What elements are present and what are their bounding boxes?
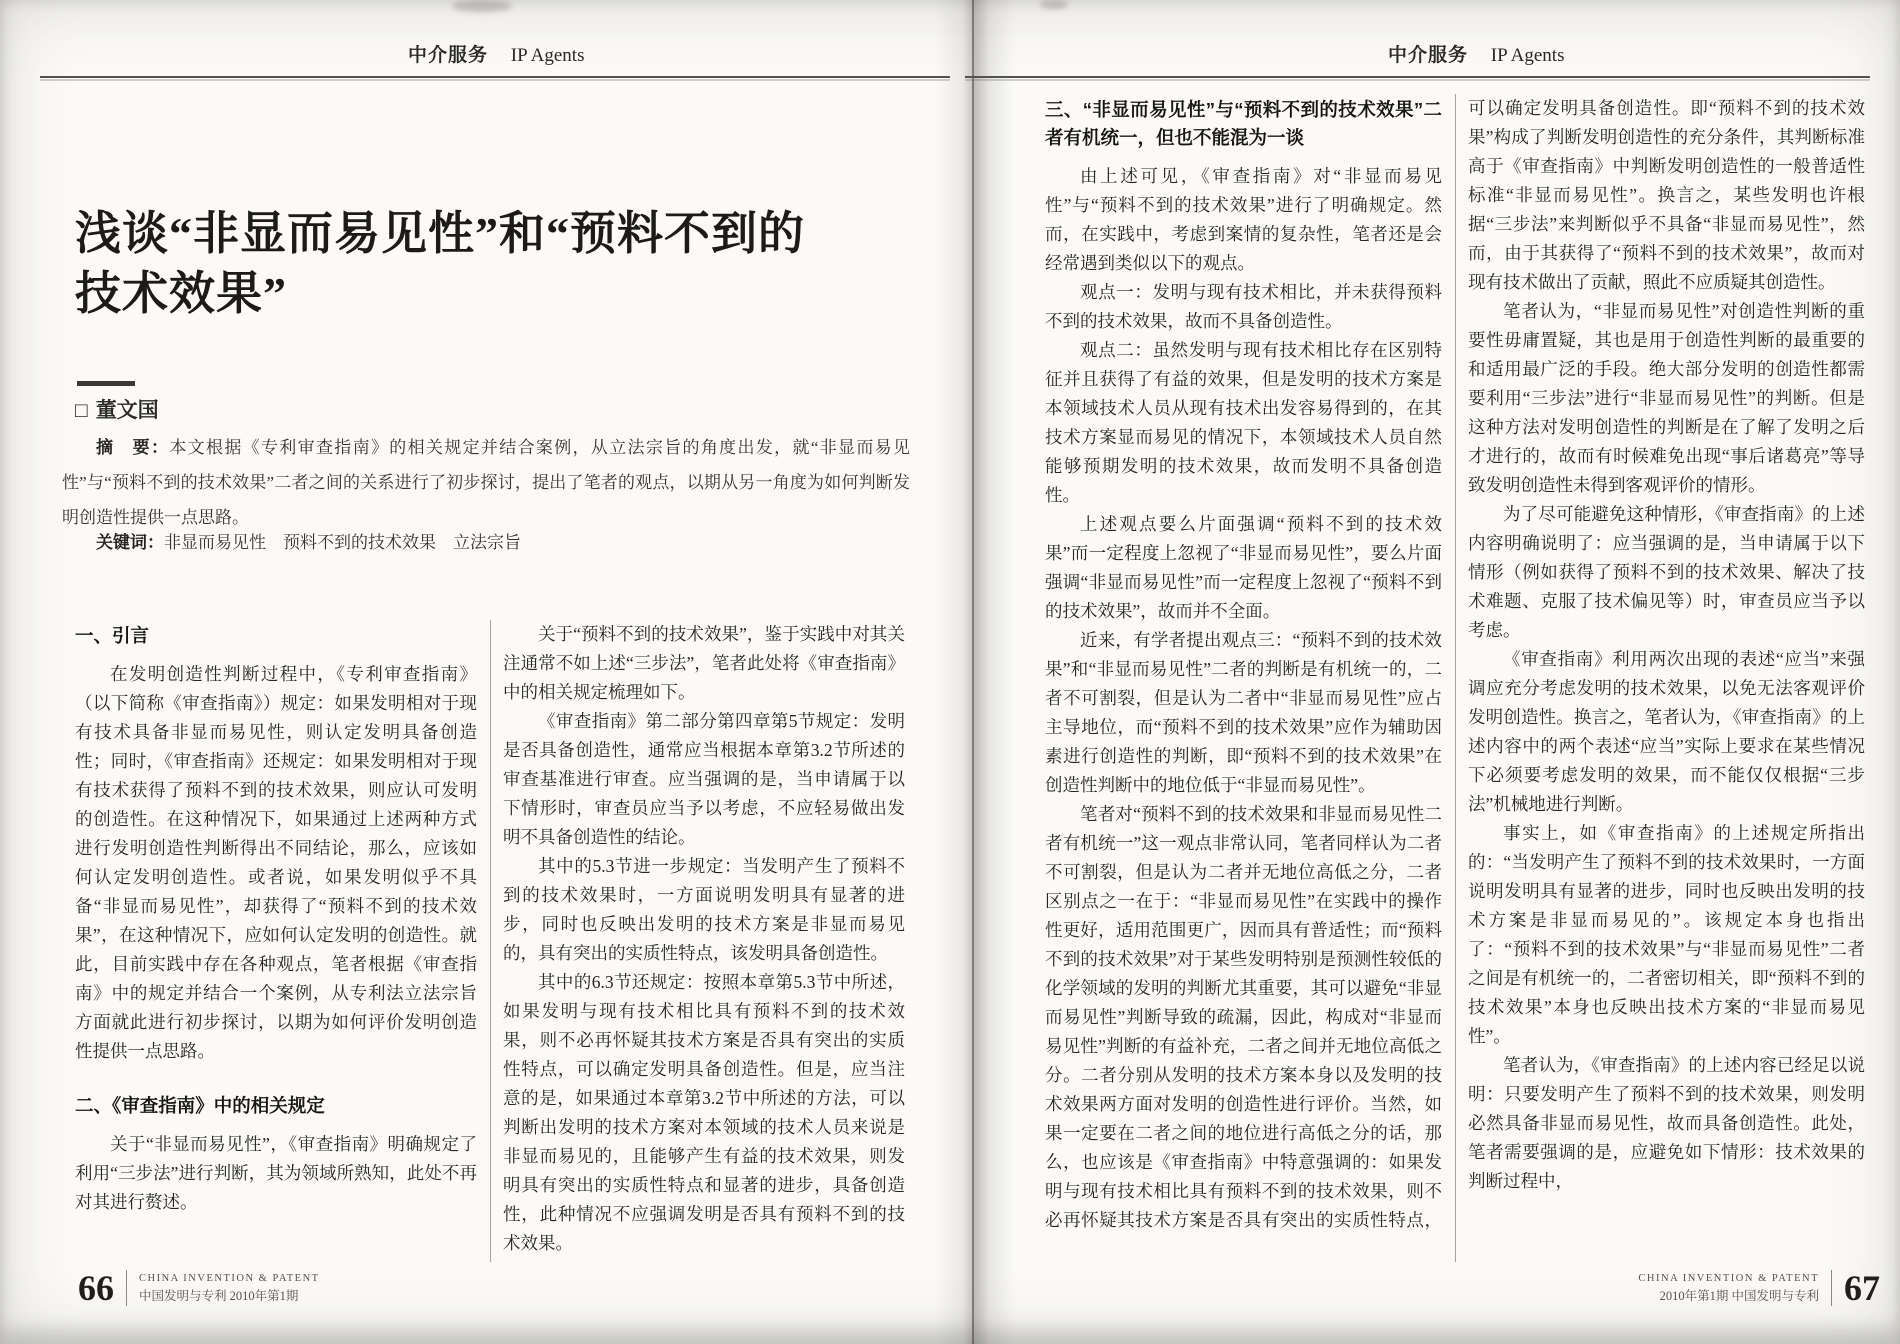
paragraph: 在发明创造性判断过程中，《专利审查指南》（以下简称《审查指南》）规定：如果发明相对于现有技术具备非显而易见性，则认定发明具备创造性；同时，《审查指南》还规定：如果发明相对于现有技术获得了预料不到的技术效果，则应认可发明的创造性。在这种情况下，如果通过上述两种方式进行发明创造性判断得出不同结论，那么，应该如何认定发明创造性。或者说，如果发明似乎不具备“非显而易见性”，却获得了“预料不到的技术效果”，在这种情况下，应如何认定发明的创造性。就此，目前实践中存在各种观点，笔者根据《审查指南》中的规定并结合一个案例，从专利法立法宗旨方面就此进行初步探讨，以期为如何评价发明创造性提供一点思路。 bbox=[75, 664, 477, 1061]
header-section-en: IP Agents bbox=[510, 45, 585, 66]
footer-left bbox=[78, 1268, 320, 1308]
journal-name-cn-issue: 中国发明与专利 2010年第1期 bbox=[139, 1288, 299, 1303]
footer-right bbox=[1520, 1268, 1880, 1308]
author-name: 董文国 bbox=[95, 399, 159, 422]
right-page-body-columns bbox=[1045, 94, 1865, 1262]
paragraph: 近来，有学者提出观点三：“预料不到的技术效果”和“非显而易见性”二者的判断是有机统一的，二者不可割裂，但是认为二者中“非显而易见性”应占主导地位，而“预料不到的技术效果”应作为辅助因素进行创造性的判断，即“预料不到的技术效果”在创造性判断中的地位低于“非显而易见性”。 bbox=[1045, 630, 1442, 795]
scan-artifact bbox=[452, 0, 512, 12]
paragraph: 笔者对“预料不到的技术效果和非显而易见性二者有机统一”这一观点非常认同，笔者同样认为二者不可割裂，但是认为二者并无地位高低之分，二者区别点之一在于：“非显而易见性”在实践中的操作性更好，适用范围更广，因而具有普适性；而“预料不到的技术效果”对于某些发明特别是预测性较低的化学领域的发明的判断尤其重要，其可以避免“非显而易见性”判断导致的疏漏，因此，构成对“非显而易见性”判断的有益补充，二者之间并无地位高低之分。二者分别从发明的技术方案本身以及发明的技术效果两方面对发明的创造性进行评价。当然，如果一定要在二者之间的地位进行高低之分的话，那么，也应该是《审查指南》中特意强调的：如果发明与现有技术相比具有预料不到的技术效果，则不必再怀疑其技术方案是否具有突出的实质性特点，可以确定发明具备创造性。即“预料不到的技术效果”构成了判断发明创造性的充分条件，其判断标准高于《审查指南》中判断发明创造性的一般普适性标准“非显而易见性”。换言之，某些发明也许根据“三步法”来判断似乎不具备“非显而易见性”，然而，由于其获得了“预料不到的技术效果”，故而对现有技术做出了贡献，照此不应质疑其创造性。 bbox=[1045, 98, 1865, 1230]
section-heading-2: 二、《审查指南》中的相关规定 bbox=[75, 1095, 325, 1116]
journal-name-en: CHINA INVENTION & PATENT bbox=[1638, 1272, 1819, 1284]
article-title-line2: 技术效果” bbox=[75, 268, 287, 319]
paragraph: 由上述可见，《审查指南》对“非显而易见性”与“预料不到的技术效果”进行了明确规定。然而，在实践中，考虑到案情的复杂性，笔者还是会经常遇到类似以下的观点。 bbox=[1045, 166, 1442, 273]
header-section-cn: 中介服务 bbox=[1388, 45, 1469, 66]
paragraph: 上述观点要么片面强调“预料不到的技术效果”而一定程度上忽视了“非显而易见性”，要么片面强调“非显而易见性”而一定程度上忽视了“预料不到的技术效果”，故而并不全面。 bbox=[1045, 514, 1442, 621]
header-section-en: IP Agents bbox=[1490, 45, 1565, 66]
page-fold-shadow bbox=[935, 0, 1015, 1344]
section-heading-3: 三、“非显而易见性”与“预料不到的技术效果”二者有机统一，但也不能混为一谈 bbox=[1045, 99, 1442, 148]
author-rule bbox=[77, 381, 135, 386]
keywords bbox=[62, 528, 910, 558]
author-square-marker: □ bbox=[75, 399, 88, 422]
header-rule-left bbox=[40, 76, 950, 78]
paragraph: 观点一：发明与现有技术相比，并未获得预料不到的技术效果，故而不具备创造性。 bbox=[1045, 282, 1442, 331]
paragraph: 笔者认为，《审查指南》的上述内容已经足以说明：只要发明产生了预料不到的技术效果，则发明必然具备非显而易见性，故而具备创造性。此处，笔者需要强调的是，应避免如下情形：技术效果的判断过程中， bbox=[1468, 1055, 1865, 1191]
page-number-right: 67 bbox=[1844, 1268, 1880, 1308]
scan-artifact bbox=[1040, 0, 1068, 9]
paragraph: 《审查指南》利用两次出现的表述“应当”来强调应充分考虑发明的技术效果，以免无法客观评价发明创造性。换言之，笔者认为，《审查指南》的上述内容中的两个表述“应当”实际上要求在某些情况下必须要考虑发明的效果，而不能仅仅根据“三步法”机械地进行判断。 bbox=[1468, 649, 1865, 814]
paragraph: 关于“预料不到的技术效果”，鉴于实践中对其关注通常不如上述“三步法”，笔者此处将《审查指南》中的相关规定梳理如下。 bbox=[503, 624, 905, 702]
journal-imprint-left bbox=[139, 1273, 320, 1304]
article-title-line1: 浅谈“非显而易见性”和“预料不到的 bbox=[75, 208, 805, 259]
page-fold-line bbox=[972, 0, 974, 1344]
abstract-label: 摘 要： bbox=[96, 438, 170, 457]
footer-divider bbox=[1831, 1270, 1832, 1306]
journal-imprint-right bbox=[1638, 1273, 1819, 1304]
abstract bbox=[62, 430, 910, 535]
section-heading-1: 一、引言 bbox=[75, 625, 150, 646]
header-section-cn: 中介服务 bbox=[408, 45, 489, 66]
keywords-label: 关键词： bbox=[96, 533, 164, 552]
author-line bbox=[75, 394, 159, 424]
paragraph: 《审查指南》第二部分第四章第5节规定：发明是否具备创造性，通常应当根据本章第3.2节所述的审查基准进行审查。应当强调的是，当申请属于以下情形时，审查员应当予以考虑，不应轻易做出发明不具备创造性的结论。 bbox=[503, 711, 905, 847]
article-title bbox=[75, 204, 925, 324]
page-number-left: 66 bbox=[78, 1268, 114, 1308]
paragraph: 为了尽可能避免这种情形，《审查指南》的上述内容明确说明了：应当强调的是，当申请属于以下情形（例如获得了预料不到的技术效果、解决了技术难题、克服了技术偏见等）时，审查员应当予以考虑。 bbox=[1468, 504, 1865, 640]
paragraph: 事实上，如《审查指南》的上述规定所指出的：“当发明产生了预料不到的技术效果时，一方面说明发明具有显著的进步，同时也反映出发明的技术方案是非显而易见的”。该规定本身也指出了：“预料不到的技术效果”与“非显而易见性”二者之间是有机统一的，二者密切相关，即“预料不到的技术效果”本身也反映出技术方案的“非显而易见性”。 bbox=[1468, 823, 1865, 1046]
footer-divider bbox=[126, 1270, 127, 1306]
running-header-left bbox=[408, 40, 584, 67]
abstract-text: 本文根据《专利审查指南》的相关规定并结合案例，从立法宗旨的角度出发，就“非显而易见性”与“预料不到的技术效果”二者之间的关系进行了初步探讨，提出了笔者的观点，以期从另一角度为如何判断发明创造性提供一点思路。 bbox=[62, 438, 911, 527]
paragraph: 其中的6.3节还规定：按照本章第5.3节中所述，如果发明与现有技术相比具有预料不到的技术效果，则不必再怀疑其技术方案是否具有突出的实质性特点，可以确定发明具备创造性。但是，应当注意的是，如果通过本章第3.2节中所述的方法，可以判断出发明的技术方案对本领域的技术人员来说是非显而易见的，且能够产生有益的技术效果，则发明具有突出的实质性特点和显著的进步，具备创造性，此种情况不应强调发明是否具有预料不到的技术效果。 bbox=[503, 972, 905, 1253]
paragraph: 观点二：虽然发明与现有技术相比存在区别特征并且获得了有益的效果，但是发明的技术方案是本领域技术人员从现有技术出发容易得到的，在其技术方案显而易见的情况下，本领域技术人员自然能够预期发明的技术效果，故而发明不具备创造性。 bbox=[1045, 340, 1442, 505]
paragraph: 其中的5.3节进一步规定：当发明产生了预料不到的技术效果时，一方面说明发明具有显著的进步，同时也反映出发明的技术方案是非显而易见的，具有突出的实质性特点，该发明具备创造性。 bbox=[503, 856, 905, 963]
paragraph: 笔者认为，“非显而易见性”对创造性判断的重要性毋庸置疑，其也是用于创造性判断的最重要的和适用最广泛的手段。绝大部分发明的创造性都需要利用“三步法”进行“非显而易见性”的判断。但是这种方法对发明创造性的判断是在了解了发明之后才进行的，故而有时候难免出现“事后诸葛亮”等导致发明创造性未得到客观评价的情形。 bbox=[1468, 301, 1865, 495]
keywords-text: 非显而易见性 预料不到的技术效果 立法宗旨 bbox=[164, 533, 521, 552]
journal-name-en: CHINA INVENTION & PATENT bbox=[139, 1272, 320, 1284]
header-rule-right bbox=[965, 76, 1870, 78]
paragraph: 关于“非显而易见性”，《审查指南》明确规定了利用“三步法”进行判断，其为领域所熟知，此处不再对其进行赘述。 bbox=[75, 1134, 477, 1212]
left-page-body-columns bbox=[75, 620, 905, 1262]
journal-issue-name-cn: 2010年第1期 中国发明与专利 bbox=[1659, 1288, 1819, 1303]
running-header-right bbox=[1388, 40, 1564, 67]
